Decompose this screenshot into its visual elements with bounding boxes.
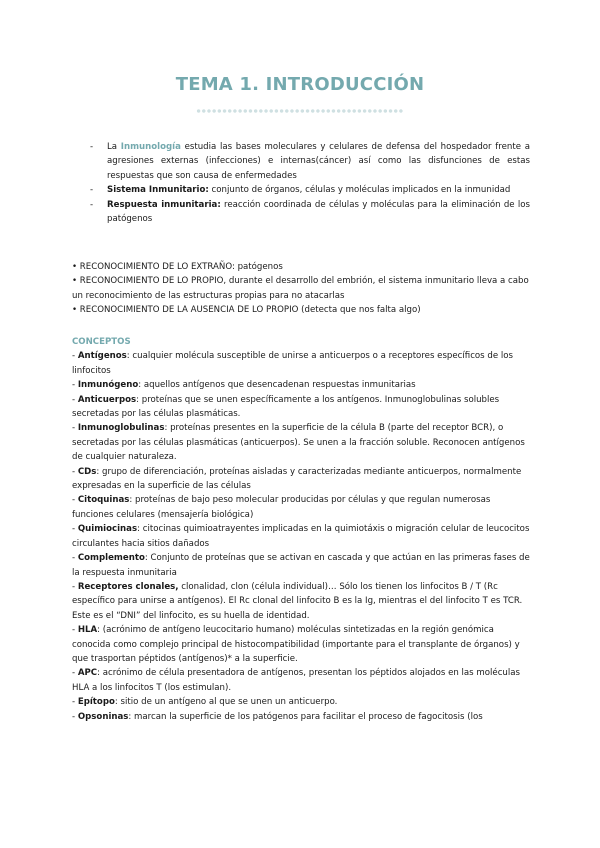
concept-text: : proteínas de bajo peso molecular producidas por células y que regulan numerosas funciones celulares (mensajería biológica) <box>72 495 491 520</box>
intro-term: Sistema Inmunitario: <box>107 185 209 196</box>
concept-term: Citoquinas <box>77 495 130 506</box>
concept-term: Quimiocinas <box>77 524 138 535</box>
concept-text: clonalidad, clon (célula individual)… Sólo los tienen los linfocitos B / T (Rc específico para unirse a antígenos). El Rc clonal del linfocito B es la Ig, mientras el del linfocito T es TCR. Este es el “DNI” del linfocito, es su huella de identidad. <box>72 581 523 621</box>
concept-term: APC <box>77 668 98 679</box>
recognition-line: • RECONOCIMIENTO DE LO PROPIO, durante el desarrollo del embrión, el sistema inmunitario lleva a cabo un reconocimiento de las estructuras propias para no atacarlas <box>72 276 529 301</box>
concept-item <box>72 551 530 580</box>
intro-item-inmunologia <box>90 140 530 183</box>
concept-dash: - <box>72 495 78 506</box>
concept-dash: - <box>72 668 78 679</box>
concept-dash: - <box>72 553 78 564</box>
concepts-section <box>72 335 530 724</box>
concept-item <box>72 393 530 422</box>
concept-dash: - <box>72 711 78 722</box>
intro-text: reacción coordinada de células y moléculas para la eliminación de los patógenos <box>107 199 530 225</box>
concept-text: : sitio de un antígeno al que se unen un anticuerpo. <box>114 697 338 708</box>
concept-term: Complemento <box>77 553 145 564</box>
dash-bullet: - <box>90 142 94 152</box>
concept-item <box>72 522 530 551</box>
concept-text: : marcan la superficie de los patógenos para facilitar el proceso de fagocitosis (los <box>128 711 483 722</box>
recognition-line: • RECONOCIMIENTO DE LO EXTRAÑO: patógenos <box>72 262 283 272</box>
recognition-section <box>72 260 530 318</box>
concept-term: Inmunógeno <box>77 380 139 391</box>
concept-term: Anticuerpos <box>77 394 137 405</box>
concept-text: : citocinas quimioatrayentes implicadas en la quimiotáxis o migración celular de leucocitos circulantes hacia sitios dañados <box>72 524 530 549</box>
concept-term: Receptores clonales, <box>77 581 179 592</box>
concept-term: Antígenos <box>77 351 127 362</box>
concept-dash: - <box>72 697 78 708</box>
recognition-line: • RECONOCIMIENTO DE LA AUSENCIA DE LO PROPIO (detecta que nos falta algo) <box>72 305 421 316</box>
concept-item <box>72 349 530 378</box>
concept-text: : acrónimo de célula presentadora de antígenos, presentan los péptidos alojados en las moléculas HLA a los linfocitos T (los estimulan). <box>72 668 521 693</box>
dash-bullet: - <box>90 199 94 210</box>
highlight-term: Inmunología <box>120 142 181 152</box>
concept-item <box>72 695 530 709</box>
concepts-heading: CONCEPTOS <box>72 337 131 347</box>
concept-dash: - <box>72 351 78 362</box>
concept-text: : proteínas presentes en la superficie de la célula B (parte del receptor BCR), o secretadas por las células plasmáticas (anticuerpos). Se unen a la fracción soluble. Reconocen antígenos de cualquier naturaleza. <box>72 423 525 463</box>
concept-item <box>72 378 530 392</box>
concept-item <box>72 580 530 623</box>
intro-term: Respuesta inmunitaria: <box>107 199 221 210</box>
concept-term: Epítopo <box>77 697 115 708</box>
dotted-divider <box>196 108 404 114</box>
concept-dash: - <box>72 380 78 391</box>
intro-prefix: La <box>107 142 121 152</box>
concept-item <box>72 493 530 522</box>
intro-item-sistema-inmunitario <box>90 183 530 197</box>
concept-term: CDs <box>77 466 97 477</box>
concept-term: Opsoninas <box>77 711 129 722</box>
concept-dash: - <box>72 466 78 477</box>
concept-dash: - <box>72 423 78 434</box>
concept-dash: - <box>72 581 78 592</box>
concept-text: : (acrónimo de antígeno leucocitario humano) moléculas sintetizadas en la región genómica conocida como complejo principal de histocompatibilidad (importante para el transplante de órganos) y que trasportan péptidos (antígenos)* a la superficie. <box>72 625 520 664</box>
concept-text: : proteínas que se unen específicamente a los antígenos. Inmunoglobulinas solubles secretadas por las células plasmáticas. <box>72 394 500 420</box>
concept-term: Inmunoglobulinas <box>77 423 165 434</box>
concept-dash: - <box>72 625 78 636</box>
intro-text: estudia las bases moleculares y celulares de defensa del hospedador frente a agresiones externas (infecciones) e internas(cáncer) así como las disfunciones de estas respuestas que son causa de enfermedades <box>107 142 530 181</box>
concept-text: : cualquier molécula susceptible de unirse a anticuerpos o a receptores específicos de los linfocitos <box>72 351 513 376</box>
page-title: TEMA 1. INTRODUCCIÓN <box>175 74 425 95</box>
concept-text: : grupo de diferenciación, proteínas aisladas y caracterizadas mediante anticuerpos, normalmente expresadas en la superficie de las células <box>72 466 522 492</box>
intro-item-respuesta-inmunitaria <box>90 198 530 227</box>
concept-item <box>72 710 530 724</box>
concept-term: HLA <box>77 625 98 636</box>
concepts-list <box>72 349 530 724</box>
concept-item <box>72 465 530 494</box>
dash-bullet: - <box>90 185 94 196</box>
intro-list <box>90 140 530 226</box>
intro-text: conjunto de órganos, células y moléculas implicados en la inmunidad <box>208 185 511 196</box>
concept-dash: - <box>72 524 78 535</box>
concept-dash: - <box>72 394 78 405</box>
concept-item <box>72 623 530 666</box>
concept-text: : Conjunto de proteínas que se activan en cascada y que actúan en las primeras fases de la respuesta inmunitaria <box>72 553 530 578</box>
concept-item <box>72 421 530 464</box>
concept-text: : aquellos antígenos que desencadenan respuestas inmunitarias <box>138 380 416 391</box>
concept-item <box>72 666 530 695</box>
